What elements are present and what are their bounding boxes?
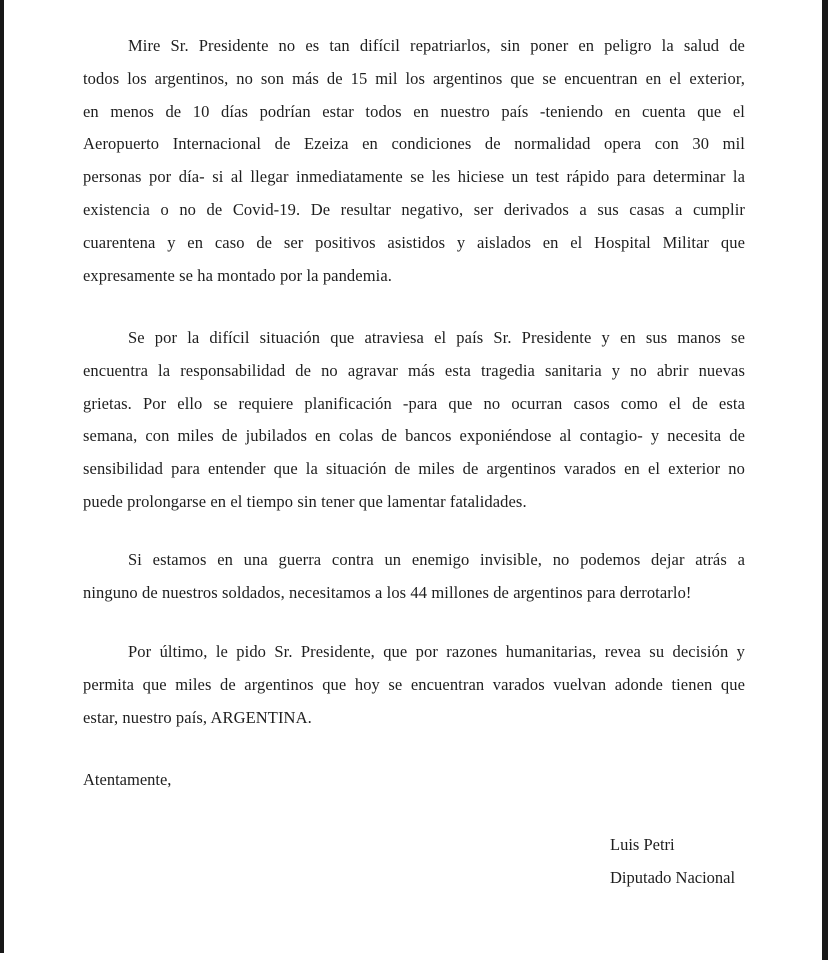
letter-line: existencia o no de Covid-19. De resultar negativo, ser derivados a sus casas a cumplir <box>83 199 745 219</box>
letter-line: Se por la difícil situación que atraviesa el país Sr. Presidente y en sus manos se <box>128 328 745 347</box>
left-edge-bar <box>0 0 4 953</box>
letter-line: grietas. Por ello se requiere planificación -para que no ocurran casos como el de esta <box>83 393 745 413</box>
closing-salutation: Atentamente, <box>83 770 172 789</box>
letter-line: estar, nuestro país, ARGENTINA. <box>83 707 312 727</box>
letter-line: Aeropuerto Internacional de Ezeiza en condiciones de normalidad opera con 30 mil <box>83 134 745 154</box>
paragraph-repatriation <box>83 30 745 292</box>
letter-line: ninguno de nuestros soldados, necesitamos a los 44 millones de argentinos para derrotarlo! <box>83 582 692 602</box>
letter-line: expresamente se ha montado por la pandemia. <box>83 265 392 285</box>
letter-line: Si estamos en una guerra contra un enemigo invisible, no podemos dejar atrás a <box>128 550 745 569</box>
letter-line: permita que miles de argentinos que hoy se encuentran varados vuelvan adonde tienen que <box>83 674 745 694</box>
letter-line: todos los argentinos, no son más de 15 mil los argentinos que se encuentran en el exterior, <box>83 68 745 88</box>
letter-line: semana, con miles de jubilados en colas de bancos exponiéndose al contagio- y necesita de <box>83 426 745 446</box>
signature-block <box>610 828 735 894</box>
paragraph-war-metaphor <box>83 544 745 610</box>
letter-line: encuentra la responsabilidad de no agravar más esta tragedia sanitaria y no abrir nuevas <box>83 360 745 380</box>
letter-line: cuarentena y en caso de ser positivos asistidos y aislados en el Hospital Militar que <box>83 232 745 252</box>
signature-title: Diputado Nacional <box>610 868 736 887</box>
letter-line: puede prolongarse en el tiempo sin tener que lamentar fatalidades. <box>83 491 527 511</box>
paragraph-final-request <box>83 636 745 734</box>
signature-name: Luis Petri <box>610 835 675 854</box>
right-edge-bar <box>822 0 828 960</box>
letter-line: Por último, le pido Sr. Presidente, que por razones humanitarias, revea su decisión y <box>128 642 745 661</box>
letter-line: sensibilidad para entender que la situación de miles de argentinos varados en el exterior no <box>83 459 745 479</box>
letter-line: en menos de 10 días podrían estar todos en nuestro país -teniendo en cuenta que el <box>83 101 745 121</box>
letter-line: Mire Sr. Presidente no es tan difícil repatriarlos, sin poner en peligro la salud de <box>128 36 745 55</box>
letter-line: personas por día- si al llegar inmediatamente se les hiciese un test rápido para determinar la <box>83 167 745 187</box>
paragraph-responsibility <box>83 322 745 519</box>
